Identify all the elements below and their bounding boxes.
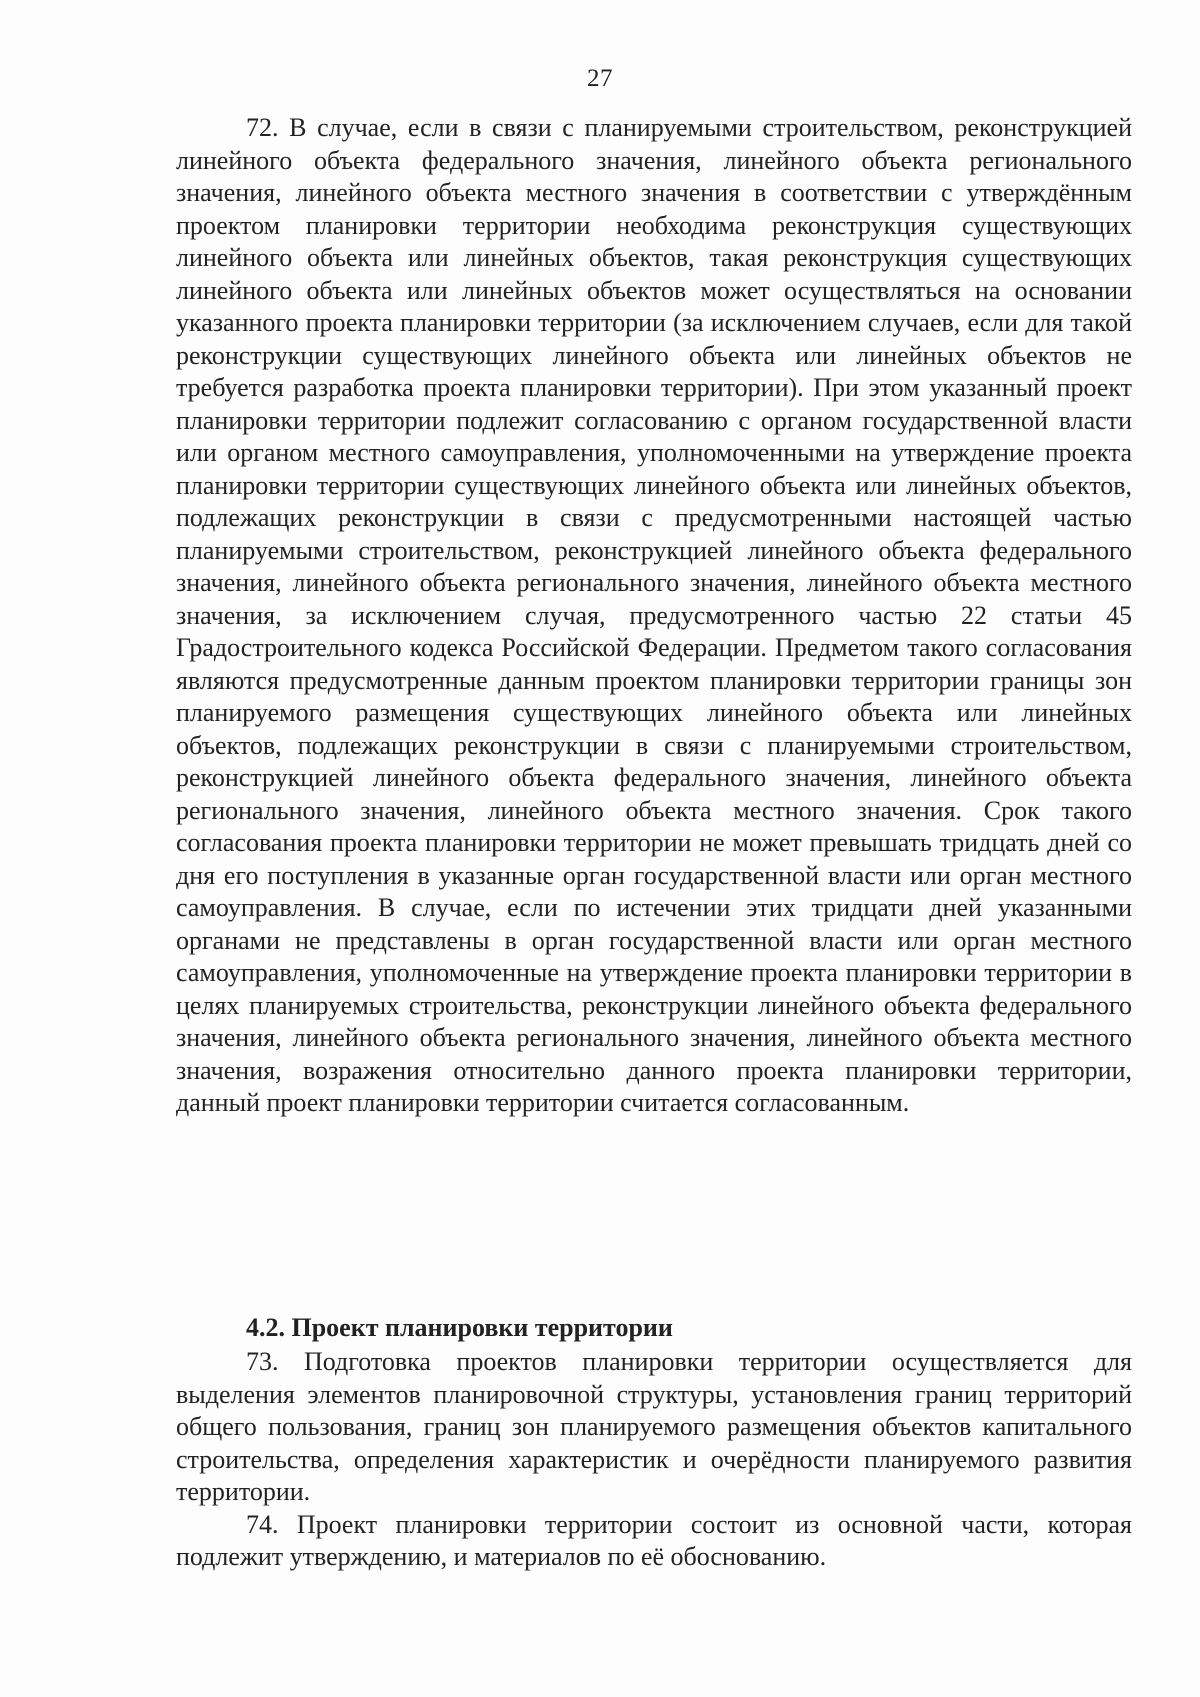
paragraph-72: 72. В случае, если в связи с планируемыми строительством, реконструкцией линейного объекта федерального значения, линейного объекта регионального значения, линейного объекта местного значения в соответствии с утверждённым проектом планировки территории необходима реконструкция существующих линейного объекта или линейных объектов, такая реконструкция существующих линейного объекта или линейных объектов может осуществляться на основании указанного проекта планировки территории (за исключением случаев, если для такой реконструкции существующих линейного объекта или линейных объектов не требуется разработка проекта планировки территории). При этом указанный проект планировки территории подлежит согласованию с органом государственной власти или органом местного самоуправления, уполномоченными на утверждение проекта планировки территории существующих линейного объекта или линейных объектов, подлежащих реконструкции в связи с предусмотренными настоящей частью планируемыми строительством, реконструкцией линейного объекта федерального значения, линейного объекта регионального значения, линейного объекта местного значения, за исключением случая, предусмотренного частью 22 статьи 45 Градостроительного кодекса Российской Федерации. Предметом такого согласования являются предусмотренные данным проектом планировки территории границы зон планируемого размещения существующих линейного объекта или линейных объектов, подлежащих реконструкции в связи с планируемыми строительством, реконструкцией линейного объекта федерального значения, линейного объекта регионального значения, линейного объекта местного значения. Срок такого согласования проекта планировки территории не может превышать тридцать дней со дня его поступления в указанные орган государственной власти или орган местного самоуправления. В случае, если по истечении этих тридцати дней указанными органами не представлены в орган государственной власти или орган местного самоуправления, уполномоченные на утверждение проекта планировки территории в целях планируемых строительства, реконструкции линейного объекта федерального значения, линейного объекта регионального значения, линейного объекта местного значения, возражения относительно данного проекта планировки территории, данный проект планировки территории считается согласованным. [176, 113, 1132, 1117]
page-number: 27 [587, 65, 613, 92]
section-heading: 4.2. Проект планировки территории [246, 1313, 673, 1342]
paragraph-74: 74. Проект планировки территории состоит из основной части, которая подлежит утверждению, и материалов по её обоснованию. [176, 1509, 1132, 1571]
body-text-upper [176, 112, 1132, 1120]
paragraph-73: 73. Подготовка проектов планировки территории осуществляется для выделения элементов планировочной структуры, установления границ территорий общего пользования, границ зон планируемого размещения объектов капитального строительства, определения характеристик и очерёдности планируемого развития территории. [176, 1347, 1132, 1506]
body-text-lower [176, 1310, 1132, 1574]
